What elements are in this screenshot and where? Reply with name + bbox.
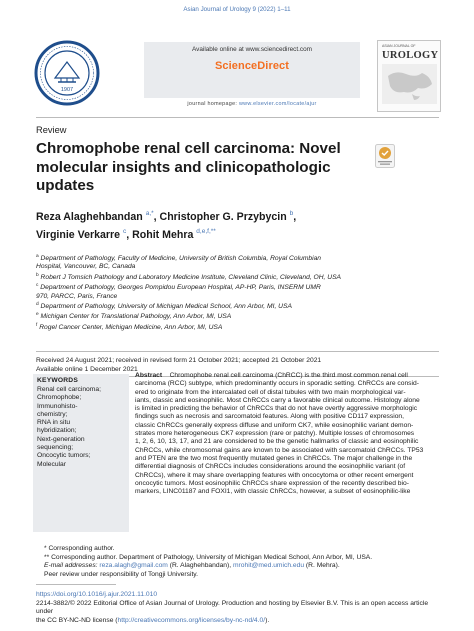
affiliation-line: $^f$ Rogel Cancer Center, Michigan Medicine, Ann Arbor, MI, USA — [36, 322, 223, 331]
abstract-line: ChRCCs, while chromosomal gains are known to be associated with sarcomatoid ChRCCs. TP53 — [135, 446, 424, 454]
doi-link[interactable]: https://doi.org/10.1016/j.ajur.2021.11.010 — [36, 591, 158, 598]
email-label: E-mail addresses: — [44, 562, 98, 569]
journal-header: Asian Journal of Urology 9 (2022) 1–11 — [183, 6, 291, 13]
dates-divider — [36, 351, 439, 352]
abstract-line: findings such as necrosis and sarcomatoid features. Along with positive CD117 expression, — [135, 413, 405, 421]
doi-copyright-block — [36, 591, 440, 625]
check-for-updates-icon[interactable] — [375, 144, 395, 168]
abstract-line: differential diagnosis of ChRCCs includes considerations around the eosinophilic variant (of — [135, 463, 406, 471]
abstract-line: and PTEN are the two most frequently mutated genes in ChRCCs. The major challenge in the — [135, 454, 413, 462]
abstract-line: ChRCCs), where it may share overlapping features with oncocytoma or other recent emergent — [135, 471, 414, 479]
author-line — [36, 225, 436, 243]
abstract-line: iants, classic and eosinophilic. Most ChRCCs carry a favorable clinical outcome. Histology alone — [135, 396, 420, 404]
keywords-list — [37, 386, 125, 469]
author-separator: , — [293, 211, 297, 223]
author-name[interactable]: Virginie Verkarre — [36, 228, 121, 241]
keyword-item: Molecular — [37, 460, 66, 468]
seal-year: 1907 — [60, 87, 74, 93]
author-affil-marker[interactable]: d,e,f,** — [196, 227, 216, 235]
footnote-emails — [36, 562, 440, 571]
author-name[interactable]: Reza Alaghehbandan — [36, 211, 143, 223]
author-separator: , — [126, 228, 133, 241]
author-affil-marker[interactable]: b — [289, 210, 294, 217]
masthead-divider — [36, 117, 439, 118]
title-line: Chromophobe renal cell carcinoma: Novel — [36, 140, 341, 157]
author-line — [36, 207, 436, 225]
affiliation-line: $^c$ Department of Pathology, Georges Pompidou European Hospital, AP-HP, Paris, INSERM UMR — [36, 283, 321, 292]
affiliation-line: $^b$ Robert J Tomsich Pathology and Laboratory Medicine Institute, Cleveland Clinic, Cleveland, OH, USA — [36, 272, 341, 281]
affiliation-list — [36, 253, 440, 332]
abstract-line: ered to originate from the intercalated cell of distal tubules with two main morphological var- — [135, 388, 406, 396]
sciencedirect-banner — [144, 42, 360, 98]
available-prefix: Available online at — [192, 46, 244, 53]
abstract-line: 1, 2, 6, 10, 13, 17, and 21 are considered to be the genetic hallmarks of classic and eosinophilic — [135, 438, 419, 446]
affiliation-line: Hospital, Vancouver, BC, Canada — [36, 263, 136, 271]
abstract-line: is limited in predicting the behavior of ChRCCs that do not have overtly aggressive morphologic — [135, 405, 418, 413]
affiliation-line: $^a$ Department of Pathology, Faculty of Medicine, University of British Columbia, Royal Columbian — [36, 254, 322, 262]
keyword-item: hybridization; — [37, 427, 77, 435]
abstract-line: carcinoma (RCC) subtype, which predominantly occurs in sporadic setting. ChRCCs are consid- — [135, 380, 419, 388]
abstract-line: oncocytic tumors. Most eosinophilic ChRCCs share expression of the recently described bio- — [135, 479, 409, 487]
homepage-url-link[interactable]: www.elsevier.com/locate/ajur — [238, 101, 317, 107]
article-type-label: Review — [36, 125, 67, 135]
journal-cover-image — [377, 40, 441, 112]
copyright-line-2: the CC BY-NC-ND license (http://creativecommons.org/licenses/by-nc-nd/4.0/). — [36, 616, 270, 624]
history-line: Received 24 August 2021; received in revised form 21 October 2021; accepted 21 October 2021 — [36, 357, 322, 364]
abstract-line: strates more heterogeneous CK7 expression (rare or patchy). Multiple losses of chromosomes — [135, 430, 415, 438]
title-line: molecular insights and clinicopathologic — [36, 158, 331, 176]
email-link-1[interactable]: reza.alagh@gmail.com — [99, 562, 168, 569]
cover-top-text: ASIAN JOURNAL OF — [382, 44, 416, 48]
footnote-corr-1: * Corresponding author. — [44, 545, 115, 552]
email-owner-1: (R. Alaghehbandan), — [169, 562, 232, 569]
keyword-item: RNA in situ — [37, 419, 71, 427]
author-affil-marker[interactable]: a,* — [145, 210, 154, 217]
author-name[interactable]: Christopher G. Przybycin — [159, 211, 287, 223]
history-line: Available online 1 December 2021 — [36, 366, 138, 373]
university-seal-logo — [34, 40, 100, 106]
abstract-line: Abstract Chromophobe renal cell carcinoma (ChRCC) is the third most common renal cell — [135, 372, 408, 379]
keywords-panel — [33, 374, 129, 532]
keywords-heading: KEYWORDS — [37, 377, 78, 384]
cover-title-text: UROLOGY — [382, 50, 439, 61]
abstract-body — [135, 372, 441, 496]
copyright-line-1: 2214-3882/© 2022 Editorial Office of Asian Journal of Urology. Production and hosting by Elsevier B.V. This is an open access article under — [36, 599, 429, 615]
keyword-item: chemistry; — [37, 410, 68, 418]
email-owner-2: (R. Mehra). — [305, 562, 340, 569]
article-title — [36, 140, 366, 196]
affiliation-line: 970, PARCC, Paris, France — [36, 292, 118, 300]
footer-short-divider — [36, 584, 116, 585]
affiliation-line: $^e$ Michigan Center for Translational Pathology, Ann Arbor, MI, USA — [36, 312, 232, 321]
license-link[interactable]: http://creativecommons.org/licenses/by-nc-nd/4.0/ — [117, 616, 266, 624]
homepage-label: journal homepage: — [187, 101, 238, 107]
title-line: updates — [36, 177, 95, 194]
available-online-line — [144, 46, 360, 53]
sciencedirect-url-link[interactable]: www.sciencedirect.com — [245, 46, 312, 53]
journal-homepage-line — [144, 101, 360, 107]
keyword-item: Immunohisto- — [37, 402, 78, 410]
abstract-label: Abstract — [135, 372, 163, 379]
keyword-item: Next-generation — [37, 435, 85, 443]
author-name[interactable]: Rohit Mehra — [132, 228, 194, 241]
email-link-2[interactable]: mrohit@med.umich.edu — [232, 562, 305, 569]
author-separator: , — [153, 211, 160, 223]
abstract-line: markers, LINC01187 and FOXI1, with classic ChRCCs, however, a subset of eosinophilic-like — [135, 488, 411, 496]
keyword-item: Chromophobe; — [37, 394, 82, 402]
abstract-line: classic ChRCCs generally express diffuse and uniform CK7, while eosinophilic variant demon- — [135, 421, 414, 429]
author-list — [36, 207, 436, 242]
keyword-item: sequencing; — [37, 444, 74, 452]
cover-map-graphic — [382, 64, 437, 104]
keyword-item: Renal cell carcinoma; — [37, 386, 101, 393]
sciencedirect-logo[interactable]: ScienceDirect — [214, 60, 290, 72]
footnote-corr-2: ** Corresponding author. Department of Pathology, University of Michigan Medical School, Ann Arbor, MI, USA. — [44, 553, 373, 561]
author-affil-marker[interactable]: c — [122, 227, 127, 235]
footnote-peer-review: Peer review under responsibility of Tongji University. — [44, 570, 199, 578]
affiliation-line: $^d$ Department of Pathology, University of Michigan Medical School, Ann Arbor, MI, USA — [36, 302, 292, 311]
masthead — [32, 40, 444, 115]
corresponding-author-notes — [36, 545, 440, 579]
keyword-item: Oncocytic tumors; — [37, 452, 91, 460]
